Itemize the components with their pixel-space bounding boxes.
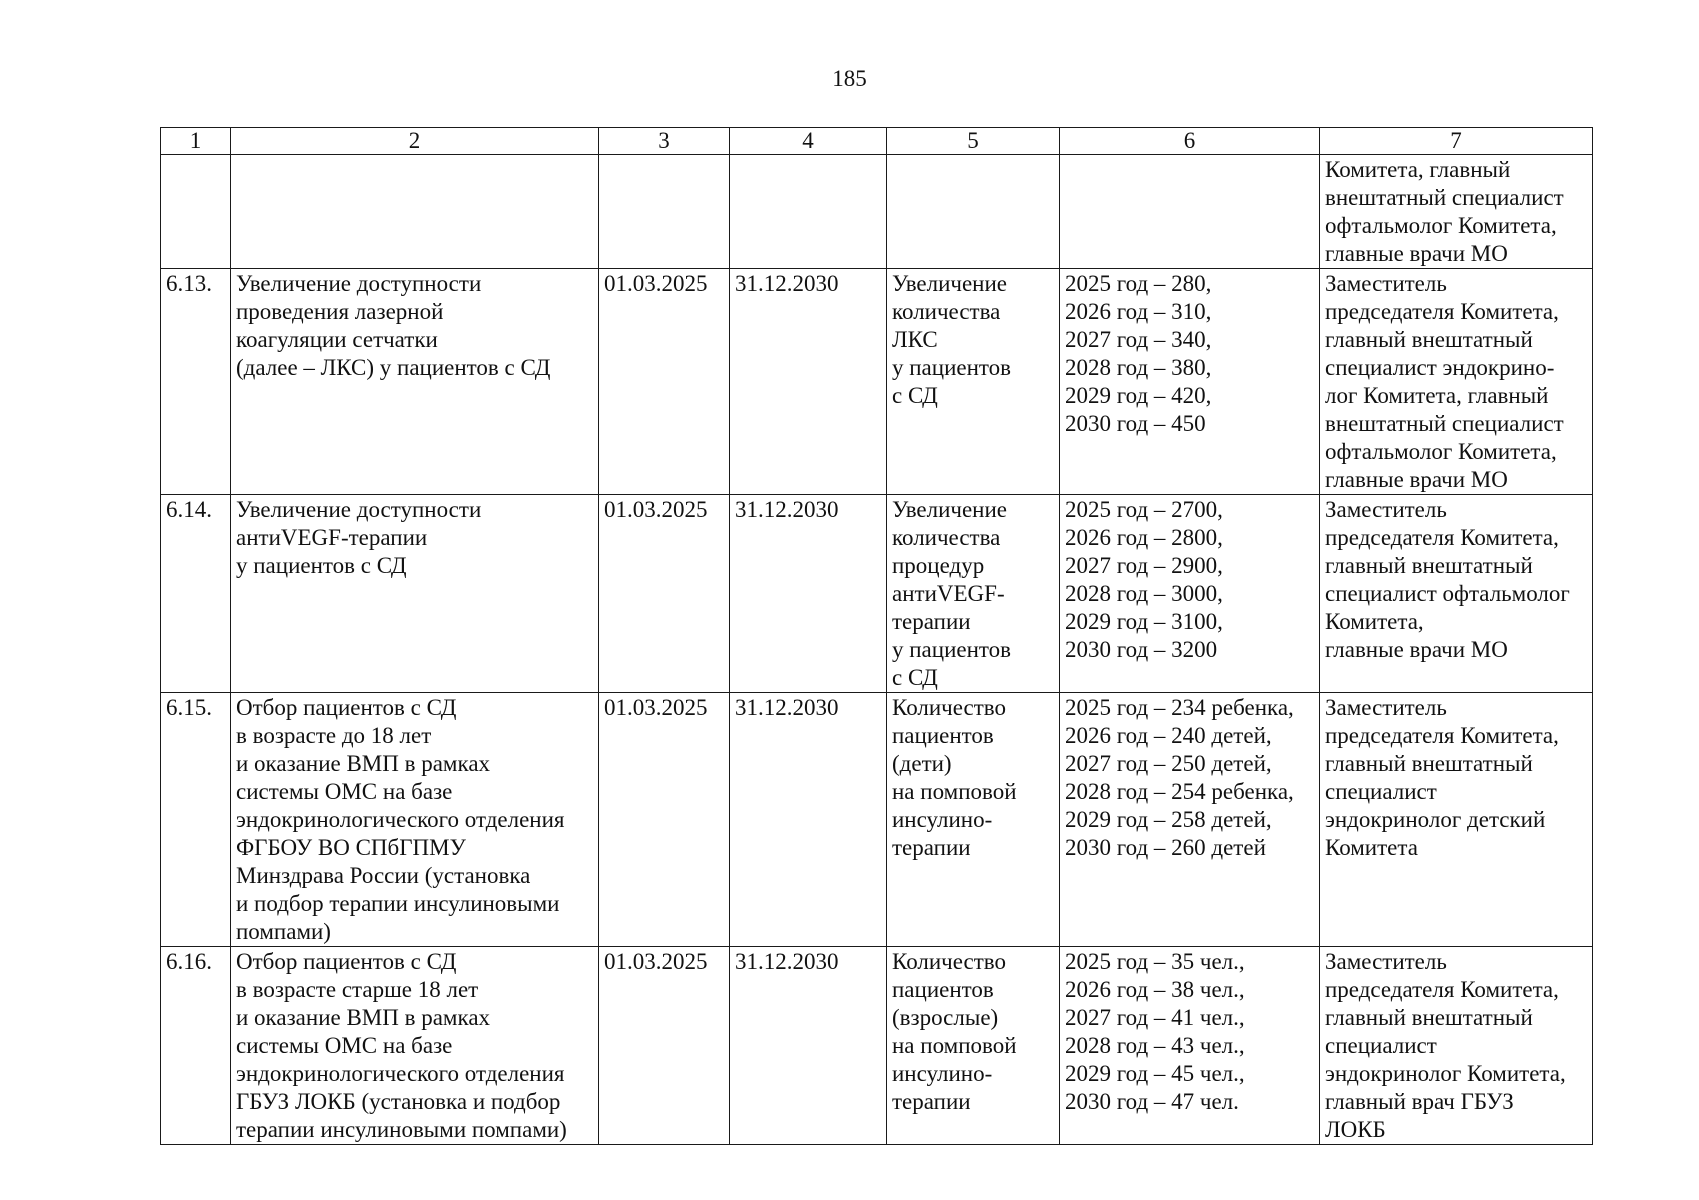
target-line: 2029 год – 45 чел.,: [1065, 1061, 1245, 1086]
measure-line: проведения лазерной: [236, 299, 444, 324]
responsible-line: главный врач ГБУЗ: [1325, 1089, 1514, 1114]
indicator-line: инсулино-: [892, 807, 993, 832]
measure-line: эндокринологического отделения: [236, 1061, 565, 1086]
indicator-line: Количество: [892, 949, 1006, 974]
responsible-cell: [1320, 693, 1593, 947]
indicator-line: терапии: [892, 1089, 971, 1114]
indicator-cell: [887, 495, 1060, 693]
responsible-line: главный внештатный: [1325, 553, 1533, 578]
end-date-cell: 31.12.2030: [730, 269, 887, 495]
indicator-line: с СД: [892, 665, 938, 690]
indicator-line: пациентов: [892, 723, 994, 748]
page-number: 185: [832, 66, 867, 91]
measure-line: Отбор пациентов с СД: [236, 949, 457, 974]
start-date-cell: 01.03.2025: [599, 269, 730, 495]
target-line: 2029 год – 258 детей,: [1065, 807, 1272, 832]
targets-cell: [1060, 155, 1320, 269]
column-header: 3: [599, 128, 730, 155]
table-row: [161, 269, 1593, 495]
measure-line: в возрасте до 18 лет: [236, 723, 432, 748]
column-header: 7: [1320, 128, 1593, 155]
column-header: 1: [161, 128, 231, 155]
target-line: 2029 год – 3100,: [1065, 609, 1223, 634]
measure-line: и подбор терапии инсулиновыми: [236, 891, 560, 916]
target-line: 2027 год – 41 чел.,: [1065, 1005, 1245, 1030]
responsible-line: председателя Комитета,: [1325, 723, 1559, 748]
end-date-cell: 31.12.2030: [730, 947, 887, 1145]
indicator-line: терапии: [892, 835, 971, 860]
responsible-line: главные врачи МО: [1325, 241, 1508, 266]
responsible-line: эндокринолог Комитета,: [1325, 1061, 1566, 1086]
measure-line: Отбор пациентов с СД: [236, 695, 457, 720]
target-line: 2030 год – 260 детей: [1065, 835, 1266, 860]
responsible-line: офтальмолог Комитета,: [1325, 213, 1557, 238]
target-line: 2030 год – 450: [1065, 411, 1206, 436]
column-header: 5: [887, 128, 1060, 155]
responsible-line: главный внештатный: [1325, 751, 1533, 776]
target-line: 2027 год – 2900,: [1065, 553, 1223, 578]
indicator-line: Увеличение: [892, 271, 1008, 296]
measure-line: ФГБОУ ВО СПбГПМУ: [236, 835, 466, 860]
measure-line: Увеличение доступности: [236, 271, 482, 296]
responsible-line: лог Комитета, главный: [1325, 383, 1549, 408]
indicator-line: с СД: [892, 383, 938, 408]
target-line: 2026 год – 310,: [1065, 299, 1212, 324]
table-row: [161, 495, 1593, 693]
responsible-line: Комитета,: [1325, 609, 1424, 634]
column-header: 4: [730, 128, 887, 155]
responsible-line: внештатный специалист: [1325, 185, 1564, 210]
measure-line: терапии инсулиновыми помпами): [236, 1117, 567, 1142]
indicator-line: инсулино-: [892, 1061, 993, 1086]
responsible-cell: [1320, 495, 1593, 693]
indicator-cell: [887, 155, 1060, 269]
indicator-cell: [887, 693, 1060, 947]
target-line: 2025 год – 35 чел.,: [1065, 949, 1245, 974]
target-line: 2027 год – 250 детей,: [1065, 751, 1272, 776]
target-line: 2027 год – 340,: [1065, 327, 1212, 352]
responsible-line: Комитета: [1325, 835, 1418, 860]
measure-line: системы ОМС на базе: [236, 779, 453, 804]
number-cell: 6.13.: [161, 269, 231, 495]
responsible-line: Заместитель: [1325, 949, 1447, 974]
target-line: 2025 год – 2700,: [1065, 497, 1223, 522]
measure-cell: [231, 693, 599, 947]
measure-line: коагуляции сетчатки: [236, 327, 438, 352]
measure-line: (далее – ЛКС) у пациентов с СД: [236, 355, 551, 380]
responsible-line: Заместитель: [1325, 271, 1447, 296]
indicator-line: Увеличение: [892, 497, 1008, 522]
target-line: 2030 год – 47 чел.: [1065, 1089, 1239, 1114]
measure-cell: [231, 269, 599, 495]
measure-line: в возрасте старше 18 лет: [236, 977, 479, 1002]
measure-line: ГБУЗ ЛОКБ (установка и подбор: [236, 1089, 561, 1114]
responsible-line: Комитета, главный: [1325, 157, 1511, 182]
responsible-cell: [1320, 155, 1593, 269]
responsible-line: Заместитель: [1325, 497, 1447, 522]
number-cell: 6.14.: [161, 495, 231, 693]
plan-table: [160, 127, 1593, 1145]
targets-cell: [1060, 693, 1320, 947]
measure-line: и оказание ВМП в рамках: [236, 751, 491, 776]
end-date-cell: [730, 155, 887, 269]
measure-line: системы ОМС на базе: [236, 1033, 453, 1058]
responsible-line: председателя Комитета,: [1325, 299, 1559, 324]
responsible-line: главный внештатный: [1325, 327, 1533, 352]
responsible-line: главные врачи МО: [1325, 637, 1508, 662]
indicator-line: терапии: [892, 609, 971, 634]
end-date-cell: 31.12.2030: [730, 495, 887, 693]
indicator-line: (взрослые): [892, 1005, 999, 1030]
responsible-line: специалист офтальмолог: [1325, 581, 1570, 606]
column-header-row: [161, 128, 1593, 155]
indicator-cell: [887, 269, 1060, 495]
start-date-cell: [599, 155, 730, 269]
target-line: 2026 год – 2800,: [1065, 525, 1223, 550]
responsible-line: главный внештатный: [1325, 1005, 1533, 1030]
target-line: 2028 год – 380,: [1065, 355, 1212, 380]
indicator-line: количества: [892, 525, 1001, 550]
target-line: 2028 год – 254 ребенка,: [1065, 779, 1294, 804]
responsible-line: специалист: [1325, 779, 1437, 804]
end-date-cell: 31.12.2030: [730, 693, 887, 947]
targets-cell: [1060, 269, 1320, 495]
number-cell: [161, 155, 231, 269]
target-line: 2028 год – 3000,: [1065, 581, 1223, 606]
indicator-line: у пациентов: [892, 637, 1012, 662]
table-row: [161, 693, 1593, 947]
column-header: 6: [1060, 128, 1320, 155]
indicator-line: количества: [892, 299, 1001, 324]
number-cell: 6.15.: [161, 693, 231, 947]
responsible-line: главные врачи МО: [1325, 467, 1508, 492]
measure-cell: [231, 495, 599, 693]
target-line: 2030 год – 3200: [1065, 637, 1218, 662]
measure-line: Минздрава России (установка: [236, 863, 531, 888]
responsible-line: председателя Комитета,: [1325, 977, 1559, 1002]
indicator-line: процедур: [892, 553, 985, 578]
measure-line: и оказание ВМП в рамках: [236, 1005, 491, 1030]
indicator-line: пациентов: [892, 977, 994, 1002]
responsible-line: эндокринолог детский: [1325, 807, 1546, 832]
measure-line: антиVEGF-терапии: [236, 525, 428, 550]
indicator-line: у пациентов: [892, 355, 1012, 380]
start-date-cell: 01.03.2025: [599, 693, 730, 947]
targets-cell: [1060, 947, 1320, 1145]
responsible-line: специалист эндокрино-: [1325, 355, 1555, 380]
number-cell: 6.16.: [161, 947, 231, 1145]
indicator-line: на помповой: [892, 1033, 1017, 1058]
responsible-line: внештатный специалист: [1325, 411, 1564, 436]
target-line: 2026 год – 240 детей,: [1065, 723, 1272, 748]
measure-line: у пациентов с СД: [236, 553, 407, 578]
indicator-line: на помповой: [892, 779, 1017, 804]
target-line: 2026 год – 38 чел.,: [1065, 977, 1245, 1002]
measure-cell: [231, 155, 599, 269]
column-header: 2: [231, 128, 599, 155]
measure-cell: [231, 947, 599, 1145]
target-line: 2025 год – 234 ребенка,: [1065, 695, 1294, 720]
target-line: 2029 год – 420,: [1065, 383, 1212, 408]
indicator-line: ЛКС: [892, 327, 938, 352]
target-line: 2028 год – 43 чел.,: [1065, 1033, 1245, 1058]
measure-line: Увеличение доступности: [236, 497, 482, 522]
indicator-cell: [887, 947, 1060, 1145]
start-date-cell: 01.03.2025: [599, 495, 730, 693]
responsible-cell: [1320, 269, 1593, 495]
indicator-line: антиVEGF-: [892, 581, 1005, 606]
responsible-cell: [1320, 947, 1593, 1145]
responsible-line: офтальмолог Комитета,: [1325, 439, 1557, 464]
responsible-line: специалист: [1325, 1033, 1437, 1058]
measure-line: помпами): [236, 919, 331, 944]
responsible-line: Заместитель: [1325, 695, 1447, 720]
table-row: [161, 947, 1593, 1145]
target-line: 2025 год – 280,: [1065, 271, 1212, 296]
responsible-line: ЛОКБ: [1325, 1117, 1386, 1142]
measure-line: эндокринологического отделения: [236, 807, 565, 832]
responsible-line: председателя Комитета,: [1325, 525, 1559, 550]
indicator-line: Количество: [892, 695, 1006, 720]
indicator-line: (дети): [892, 751, 952, 776]
targets-cell: [1060, 495, 1320, 693]
start-date-cell: 01.03.2025: [599, 947, 730, 1145]
continuation-row: [161, 155, 1593, 269]
